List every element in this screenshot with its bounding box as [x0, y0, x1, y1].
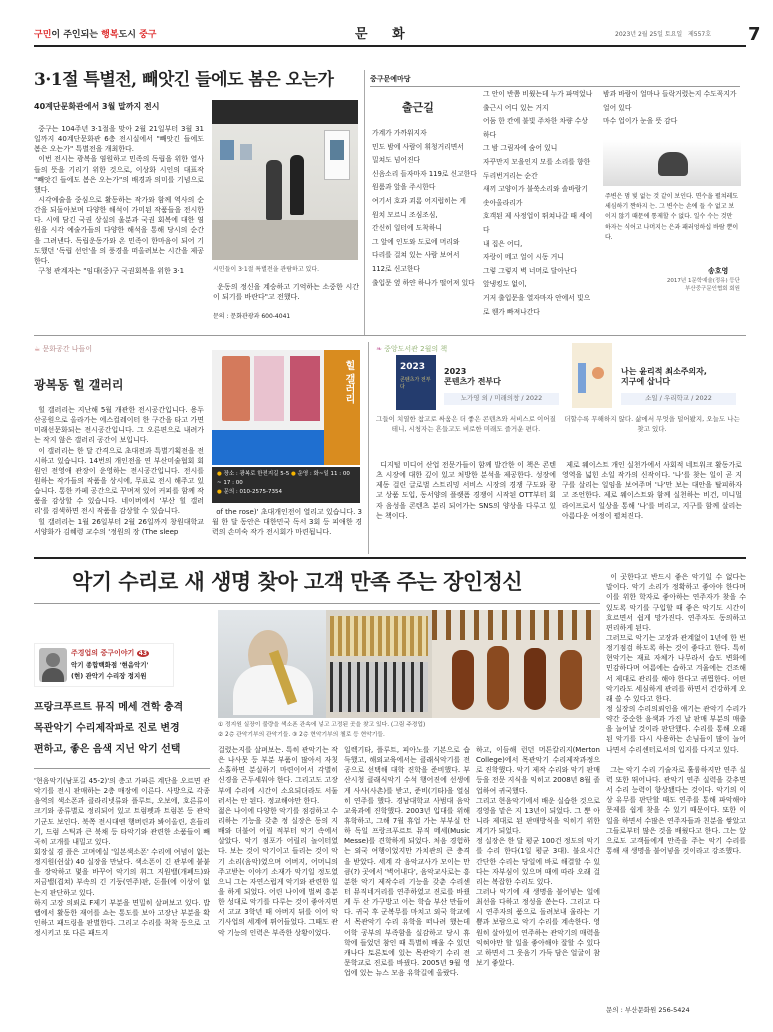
section-rule	[34, 557, 746, 559]
feature-col4: 하고, 이듬해 런던 머튼칼리지(Merton College)에서 목관악기 수리제작과정으로 진학했다. 악기 제작 수리와 악기 판매 등을 전문 지식을 익히고 2008년 8월 졸업하여 귀국했다. 그리고 현음악기에서 배운 실습한 것으로 경영을 맡은 지 13년이 되었다. 그 뿐 아니라 제대로 된 판매방식을 익히기 위한 계기가 되었다. 정 실장은 한 달 평균 100건 정도의 악기를 수리 한다(1일 평균 3대). 불요시간 간단한 수리는 당일에 바로 해결할 수 있다는 자부심이 있으며 때에 따라 오래 걸리는 복잡한 수리도 있다. 그러나 악기에 새 생명을 불어넣는 일에 최선을 다하고 정성을 쏟는다. 그리고 다시 연주자의 품으로 돌려보내 울라는 기쁨과 보람으로 악기 수리를 계속한다. 영원히 살아있어 연주하는 관악기의 매력을 익혀야만 할 일을 좋아해야 잘할 수 있다고 하면서 그 웃음기 가득 담은 얼굴이 참 보기 좋았다.	[476, 746, 600, 967]
avatar	[39, 648, 67, 682]
poem-line: 그 밤 그림자에 숨어 있니	[483, 144, 558, 153]
feature-column-sub2: (현) 관악기 수리장 정지원	[71, 672, 147, 680]
feature-col1: '현음악기(남포길 45-2)'의 층고 가파른 계단을 오르면 관악기를 전시 판매하는 2층 매장에 이른다. 사방으로 각종 음역의 색소폰과 클라리넷류와 플루트, 오보에, 호른류이 크기와 종류별로 정리되어 있고 트럼펫과 트럼본 등 관악기군도 보인다. 북쪽 전시대엔 행버린과 봐이올린, 흔들리기, 드럼 스틱과 큰 북채 등 타악기와 관련한 소품들이 빼곡히 고개를 내밀고 있다. 회장실 겸 플은 고며에실 '일본색소폰' 수리에 여념이 없는 정지원(쉰살) 40 실장을 만났다. 색소폰이 긴 관부에 붙붙을 장악하고 몇을 바꾸어 악기의 휘그 지원밸(개폐드)와 저금밸(겹쳐) 부속의 긴 기둥(연주)판, 돈틀(에 이상이 없는지 판단하고 있다. 하지 고장 의뢰로 F제기 부분을 면밀히 살펴보고 있다. 밥랩에서 활동한 재어를 쇼는 통도를 보아 고장난 부분을 확인하고 패드링을 판별한다. 그리고 수리를 착착 등으로 고정시키고 또 다른 패드지	[34, 777, 210, 938]
gallery-photo	[212, 350, 360, 465]
feature-photo-2	[326, 610, 432, 718]
divider	[368, 342, 369, 554]
poem-col3	[603, 88, 741, 148]
story1-subtitle: 40계단문화관에서 3월 말까지 전시	[34, 102, 160, 111]
poem-line: 앞냉킹도 없이,	[483, 280, 527, 289]
poem-line: 그렇 그렇지 벽 너머로 달아난다	[483, 266, 577, 275]
poem-line: 자꾸만지 모을인지 모를 소리를 향한 두리번거리는 순간	[483, 157, 591, 180]
poem-line: 그 안이 반쯤 비웠는데 누가 파먹었나	[483, 90, 593, 98]
poem-line: 내 집은 어디,	[483, 239, 523, 248]
poem-line: 새끼 고양이가 불쑥소리와 솔바람기 솟아올라리가	[483, 185, 588, 207]
book2-quote: 더할수록 무해하지 않다. 삶에서 무엇을 덜어봤지, 오늘도 나는 찾고 있다.	[564, 415, 740, 434]
deck-rule	[34, 768, 210, 769]
book2-cover	[572, 343, 612, 408]
poem-line: 원룸과 앞을 주시한다	[372, 183, 436, 192]
feature-photo-1	[218, 610, 326, 718]
poem-line: 출근시 어디 있는 거지	[483, 103, 549, 112]
gallery-body-cont: of the rose)' 초대개인전이 열리고 있습니다. 3월 한 달 동안은 대한민국 독서 3회 등 피애한 경력의 손미숙 작가 전시회가 마련됩니다.	[212, 508, 362, 537]
book1-quote: 그들이 치열한 참고로 싸움은 더 좋은 콘텐츠와 서비스로 이어질 테니, 시청자는 흔들고도 비로한 미래도 즐거운 편다.	[376, 415, 556, 434]
gallery-column-label: ☕ 문화공간 나들이	[34, 345, 93, 353]
book2-title: 나는 윤리적 최소주의자, 지구에 삽니다	[621, 367, 707, 387]
page-number: 7	[748, 24, 761, 45]
book-icon: ❧	[376, 345, 382, 353]
feature-title: 악기 수리로 새 생명 찾아 고객 만족 주는 장인정신	[72, 569, 523, 594]
row-rule	[34, 335, 746, 336]
poem-line: 밀쳐도 넘어진다	[372, 156, 421, 165]
story1-photo-caption: 시민들이 3·1절 특별전을 관람하고 있다.	[213, 266, 320, 273]
coffee-icon: ☕	[34, 345, 41, 353]
poem-note: 주변은 멈 빛 없는 것 같이 보인다. 면수을 펼쳐레도 세심하기 짠하지 는. 그 변수는 손에 들 수 없고 보이지 않기 때문에 통제할 수 없다. 일수 수는 것만 하자는 식어고 나머지는 은과 패러엉하십 바람 뿐이다.	[605, 193, 739, 241]
poem-line: 그 앞에 인도와 도로에 머리와	[372, 237, 460, 246]
gallery-banner: 힐 갤러리	[343, 360, 354, 404]
poem-column-label: 중구문예마당	[370, 75, 411, 83]
book1-cover-title: 콘텐츠가 전부다	[400, 377, 431, 390]
poem-rule	[370, 86, 740, 87]
poem-line: 어둠 한 칸에 불빛 주차한 차량 수상하다	[483, 117, 588, 139]
poem-author: 송호영	[708, 267, 729, 275]
gallery-body: 힐 갤러리는 지난해 5월 개관한 전시공간입니다. 용두산공원으로 올라가는 에스컬레이터 한 구간을 타고 가면 미래선문화되는 전시공간입니다. 그 오른편으로 내려가는 작지 않은 갤러리 공간이 보입니다. 이 갤러리는 한 달 간격으로 초대전과 특별기획전을 전시하고 있습니다. 14번의 개인전을 연 부산미술협회 회원인 전영애 관장이 운영하는 전시공간입니다. 전시를 원하는 작가들의 작품을 상시에, 무료로 전시 해주고 있습니다. 통한 카페 공간으로 꾸며져 있어 커피를 함께 작품을 감상할 수 있습니다. 네이버에서 '부산 힐 갤러리'를 검색하면 전시 작품을 감상할 수 있습니다. 힐 갤러리는 1월 26일부터 2월 26일까지 창원대학교 서양화가 김혜령 교수의 '정원의 장 (The sleep	[34, 406, 204, 536]
poem-author-bio: 2017년 1문학예술(정유) 등단 부산중구문인협회 회원	[666, 278, 740, 292]
feature-contact: 문의 : 부산문화원 256-5424	[606, 1006, 690, 1014]
story1-body-cont: 운동의 정신을 계승하고 기억하는 소중한 시간이 되기를 바란다"고 전했다.	[213, 283, 359, 302]
feature-column-tag	[34, 643, 174, 687]
poem-line: 민도 밤에 사람이 휘청거리면서	[372, 142, 464, 151]
feature-photo-caption-1: ① 정지원 실장이 불량을 색소폰 관속에 넣고 고정된 곳을 찾고 있다. (그림 주경업)	[218, 722, 426, 728]
book2-body: 제로 웨이스트 개인 실천가에서 사회적 네트워크 활동가로 영역을 넓힌 소일 작가의 신작이다. '나'를 찾는 일이 곧 지구를 살리는 일임을 보여주며 '나'만 보는 대안을 탈피하자고 조언한다. 제로 웨이스트와 함께 실천하는 비건, 미니멀 라이프로서 일상을 통해 '나'를 버리고, 지구를 함께 살리는 아름다운 여정이 펼쳐진다.	[562, 461, 742, 520]
book1-meta: 노가영 외 / 미래의창 / 2022	[444, 393, 559, 405]
story1-photo	[212, 100, 358, 260]
poem-line: 원치 모르니 조심조심,	[372, 210, 438, 219]
poem-line: 112로 신고한다	[372, 264, 420, 273]
feature-photo-caption-2: ② 2층 관악기부의 관악기들. ③ 2층 현악기부의 첼로 등 현악기들.	[218, 732, 385, 738]
books-column-label: ❧ 중앙도서관 2월의 책	[376, 345, 448, 353]
poem-line: 다리를 걸쳐 있는 사람 보여서	[372, 251, 460, 260]
poem-line: 여기서 호과 괴롬 어지럽히는 게	[372, 196, 466, 205]
poem-title: 출근길	[402, 101, 434, 114]
story1-body: 중구는 104주년 3·1절을 맞아 2월 21일부터 3월 31일까지 40계단문화관 6층 전시실에서 "빼앗긴 들에도 봄은 오는가" 특별전을 개최한다. 이번 전시는 광복을 염원하고 민족의 독립을 위한 열사들의 뜻을 기리기 위한 것으로, 이상화 시인의 대표작 "빼앗긴 들에도 봄은 오는가"의 배경과 의미를 기념으로 했다. 시각예술을 중심으로 활동하는 작가와 함께 역사의 순간을 되돌아보며 다양한 해석이 가미된 작품들을 전시한다. 시에 담긴 국권 상실의 울분과 국권 회복에 대한 염원을 시각 예술가들의 다양한 해석을 통해 당시의 순간을 그려낸다. 독립운동가와 온 민족이 한마음이 되어 기도했던 '독립 선언'을 의 풍경을 떠올려보는 시간을 제공한다. 구청 관계자는 "임대(중)구 국권회복을 위한 3·1	[34, 125, 204, 275]
book2-meta: 소일 / 우리학교 / 2022	[621, 393, 736, 405]
poem-line: 호객된 제 사정업이 뛰쳐나갈 때 세이다	[483, 212, 593, 234]
issue-date: 2023년 2월 25일 토요일 제557호	[615, 31, 712, 38]
header-rule	[34, 45, 746, 47]
feature-column-name: 주경업의 중구이야기 43	[71, 649, 148, 657]
header-slogan: 구민이 주인되는 행복도시 중구	[34, 30, 157, 40]
poem-col2	[483, 88, 593, 333]
poem-line: 마수 업이가 눈을 뜻 감다	[603, 117, 678, 126]
feature-column-sub1: 악기 종합백화점 '현음악기'	[71, 661, 149, 669]
poem-illustration	[603, 140, 741, 186]
poem-line: 밤과 바람이 얼마나 들락거렸는지 수도꼭지가 얼어 있다	[603, 90, 737, 112]
story1-title: 3·1절 특별전, 빼앗긴 들에도 봄은 오는가	[34, 70, 334, 90]
gallery-title: 광복동 힐 갤러리	[34, 378, 124, 392]
book1-title: 2023 콘텐츠가 전부다	[444, 367, 501, 387]
feature-col2: 걸렸는지를 살펴보는. 특히 관악기는 작은 나사못 등 부분 부품이 많아서 자칫 소홀하면 분실하기 마련이어서 각별히 신경을 곤두세워야 한다. 그리고도 고장부에 수리에 시간이 소요되더라도 서둘러서는 안 된다. 정교해야만 한다. 젊은 나이에 다양한 악기를 점검하고 수리하는 기능을 갖춘 정 실장은 동의 지배와 더불어 어릴 적부터 악기 속에서 살았다. 악기 점포가 어릴리 놀이터였다. 보는 것이 악기이고 들리는 것이 악기 소리(음악)였으며 어버지, 어머니의 주고받는 이야기 소재가 악기일 정도였으니 그는 자연스럽게 악기와 관련한 일을 하게 되었다. 어린 나이에 벌써 흥분한 성대로 악기를 다루는 것이 좋아지면서 고교 3학년 때 아버지 뒤를 이어 악기사업의 세계에 뛰어들었다. 그때도 관악 기능의 인력은 부족한 상황이었다.	[218, 746, 338, 937]
poem-line: 신음소리 들자마자 119로 신고한다	[372, 169, 477, 178]
gallery-info-box: ● 장소 : 광복로 한전지길 5-5 ● 운영 : 화~일 11 : 00 ~ 17 : 00 ● 문의 : 010-2575-7354	[212, 467, 360, 503]
feature-col5: 이 곳한다고 반드시 좋은 악기일 수 없다는 말이다. 악기 소리가 정확하고 좋아야 한다며 이를 위한 학자로 좋아하는 연주자가 찾을 수 있도록 악기를 구입할 때 좋은 악기도 시간이 흐르면서 쉽게 망가진다. 연주자도 동의하고 편리하게 된다. 그러므로 악기는 고장과 관계없이 1년에 한 번 정기점검 하도록 하는 것이 좋다고 한다. 특히 현악기는 재료 자체가 나무라서 습도 변화에 민감하다며 여름에는 습하고 겨울에는 건조해서 제대로 관리를 해야 한다고 귀띔한다. 어떤 악기라도 세심하게 관리를 하면서 건강하게 오래 쓸 수 있다고 한다. 정 실장의 수리의뢰인을 얘기는 관악기 수리가 약간 중순한 음색과 가진 날 판매 부분의 매출을 늘어날 것이라 판단했다. 수리를 통해 오래된 악기를 다시 사용하는 손님들이 많이 늘어나면서 수리센터로서의 입지를 다지고 있다. 그는 악기 수리 기술자로 훌륭하지만 연주 실력 또한 뛰어나다. 관악기 연주 실력을 갖추면서 수리 능력이 향상됐다는 것이다. 악기의 이상 유무를 판단할 때도 연주를 통해 파악해야 문제를 쉽게 찾을 수 있기 때문이다. 또한 이 일을 하면서 수많은 연주자들과 친분을 쌓았고 그들로부터 많은 것을 배웠다고 한다. 그는 앞으로도 고객들에게 만족을 주는 악기 수리를 통해 새 생명을 불어넣을 것이라고 강조했다.	[606, 573, 746, 855]
poem-col1	[372, 127, 477, 327]
feature-col3: 일렉기타, 플루트, 피아노를 기본으로 습득했고, 해외교육에서는 클래식악기를 전공으로 선택해 대학 진학을 준비했다. 부산시청 클래식악기 수석 행어진에 선생에게 사사(사촌)를 받고, 준비(기타)을 열심히 연주를 했다. 경남대학교 사범대 음악교육과에 진학했다. 2003년 입대를 위해 휴학하고, 그해 7월 휴업 가는 부부실 탄하 독일 프랑크푸르트 뮤직 메세(Music Messe)를 견학하게 되었다. 처음 경험하는 외국 여행이었지만 가치관의 큰 충격을 받았다. 세계 각 음악교사가 모이는 만큼(?) 곳에서 '벽어내다', 음악교사로는 흥분한 악기 제작수리 기능을 갖춘 수리센터 뮤직네거리를 연주하였고 진로를 바꿨게 두 산 가구방고 이는 학습 부산 만들어다. 귀국 후 군복무를 마치고 외국 학교에서 목관악기 수리 유학을 떠나려 했는데 어학 공부의 부족함을 실감하고 당시 휴학에 들었던 참인 때 특별히 배울 수 있던 캐나다 토론토에 있는 목관악기 수리 전문학교로 진로를 바꿨다. 2005년 9월 영업에 있는 뉴스 모음 유학길에 올랐다.	[344, 746, 470, 978]
book1-body: 디지털 미디어 산업 전문가들이 함께 발간한 이 책은 콘텐츠 시장에 대한 깊이 있고 처방한 분석을 제공한다. 성장에 제동 걸린 글로벌 스트리밍 서비스 시장의 경쟁 구도와 광고 상품 도입, 동서양의 플랫폼 경쟁이 시작된 OTT부터 회자 음성을 콘텐츠 분리 되어가는 SNS의 양상을 다루고 있는 책이다.	[376, 461, 556, 520]
poem-line: 거저 출입문을 열자마자 안에서 빛으로 웬가 빠져나간다	[483, 293, 591, 316]
poem-line: 출입문 옆 하얀 하나가 떨어져 있다	[372, 278, 475, 287]
poem-line: 간신히 일터에 도착하니	[372, 224, 442, 233]
section-title: 문 화	[355, 27, 415, 42]
feature-rule	[34, 603, 600, 604]
story1-contact: 문의 : 문화관광과 600-4041	[213, 313, 291, 320]
poem-line: 가계가 가까워지자	[372, 129, 427, 137]
book1-cover-year: 2023	[400, 362, 426, 372]
feature-deck: 프랑크푸르트 뮤직 메세 견학 충격 목관악기 수리제작파로 진로 변경 편하고, 좋은 음색 지닌 악기 선택	[34, 702, 184, 755]
feature-photo-3	[432, 610, 600, 718]
poem-line: 자랑이 메고 얼이 시동 거니	[483, 253, 564, 262]
book1-cover	[396, 355, 436, 410]
divider	[364, 70, 365, 335]
